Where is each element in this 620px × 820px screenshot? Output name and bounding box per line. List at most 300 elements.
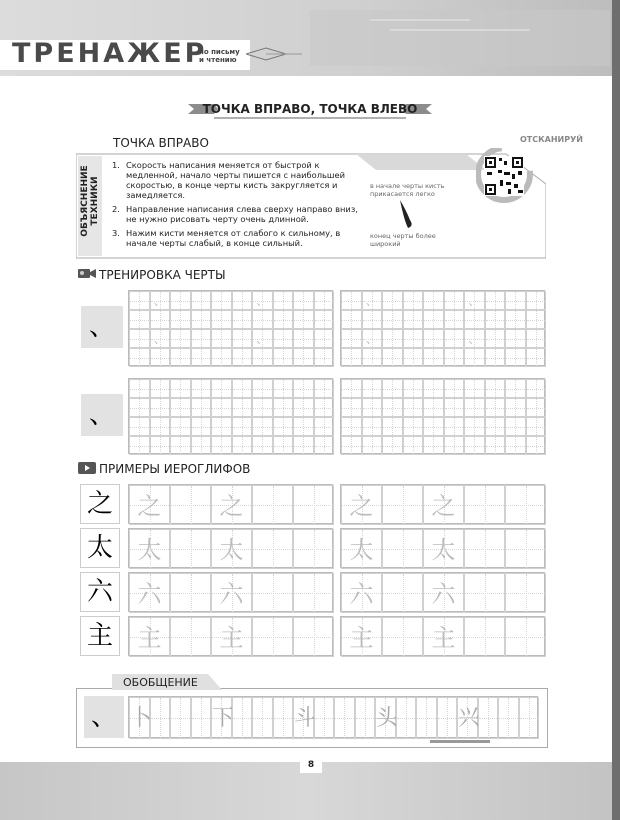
summary-lead-char: 、 (84, 696, 124, 738)
grid-guide (233, 427, 252, 428)
grid-cell (273, 697, 294, 739)
grid-cell (464, 485, 505, 525)
grid-cell (150, 417, 171, 436)
grid-cell (314, 398, 335, 417)
stroke-trace: 、 (468, 332, 481, 346)
grid-cell (403, 310, 424, 329)
grid-cell (170, 329, 191, 348)
grid-guide (397, 718, 416, 719)
grid-guide (486, 389, 505, 390)
grid-cell (485, 329, 506, 348)
grid-cell (314, 348, 335, 367)
grid-guide (151, 408, 170, 409)
grid-cell (252, 436, 273, 455)
grid-cell (464, 417, 485, 436)
grid-guide (506, 339, 525, 340)
grid-guide (417, 718, 436, 719)
grid-cell (362, 379, 383, 398)
grid-guide (506, 427, 525, 428)
grid-guide (445, 320, 464, 321)
grid-cell (403, 436, 424, 455)
grid-cell (293, 329, 314, 348)
grid-guide (342, 320, 361, 321)
grid-cell (273, 398, 294, 417)
grid-cell (129, 573, 170, 613)
grid-cell (191, 697, 212, 739)
grid-guide (315, 358, 334, 359)
grid-cell (444, 348, 465, 367)
grid-guide (383, 320, 402, 321)
grid-cell (150, 310, 171, 329)
grid-cell (293, 417, 314, 436)
grid-guide (274, 301, 293, 302)
grid-cell (444, 379, 465, 398)
grid-guide (253, 389, 272, 390)
grid-cell (232, 398, 253, 417)
summary-trace: 卜 (130, 706, 153, 731)
grid-guide (424, 358, 443, 359)
grid-guide (424, 320, 443, 321)
page-number: 8 (300, 757, 322, 773)
grid-guide (294, 505, 333, 506)
grid-guide (212, 320, 231, 321)
grid-guide (465, 505, 504, 506)
grid-cell (498, 697, 519, 739)
char-trace: 主 (137, 624, 162, 652)
grid-guide (342, 358, 361, 359)
grid-cell (252, 529, 293, 569)
char-trace: 主 (219, 624, 244, 652)
grid-cell (444, 436, 465, 455)
grid-guide (192, 389, 211, 390)
grid-guide (486, 320, 505, 321)
grid-cell (444, 291, 465, 310)
grid-guide (151, 446, 170, 447)
grid-guide (130, 358, 149, 359)
grid-guide (465, 427, 484, 428)
grid-cell (526, 291, 547, 310)
grid-cell (403, 379, 424, 398)
grid-guide (233, 389, 252, 390)
grid-guide (424, 446, 443, 447)
grid-guide (506, 446, 525, 447)
grid-guide (363, 320, 382, 321)
grid-cell (129, 529, 170, 569)
grid-guide (171, 446, 190, 447)
grid-cell (170, 617, 211, 657)
grid-cell (314, 329, 335, 348)
grid-guide (363, 408, 382, 409)
grid-guide (274, 320, 293, 321)
grid-guide (486, 339, 505, 340)
grid-cell (382, 436, 403, 455)
grid-cell (341, 436, 362, 455)
logo-subtitle (199, 48, 240, 64)
grid-cell (464, 310, 485, 329)
grid-cell (505, 379, 526, 398)
grid-guide (486, 358, 505, 359)
grid-cell (423, 436, 444, 455)
grid-guide (342, 408, 361, 409)
grid-guide (363, 427, 382, 428)
grid-guide (356, 718, 375, 719)
grid-cell (382, 398, 403, 417)
grid-cell (423, 417, 444, 436)
grid-cell (341, 379, 362, 398)
grid-guide (383, 505, 422, 506)
grid-guide (233, 408, 252, 409)
grid-cell (170, 379, 191, 398)
grid-cell (341, 310, 362, 329)
grid-cell (485, 398, 506, 417)
grid-cell (423, 348, 444, 367)
grid-cell (150, 398, 171, 417)
grid-cell (170, 348, 191, 367)
grid-cell (129, 348, 150, 367)
grid-guide (445, 301, 464, 302)
practice-grid (340, 378, 545, 454)
grid-cell (355, 697, 376, 739)
grid-cell (170, 436, 191, 455)
grid-cell (362, 329, 383, 348)
grid-cell (129, 617, 170, 657)
grid-cell (464, 348, 485, 367)
grid-cell (129, 291, 150, 310)
grid-cell (273, 417, 294, 436)
grid-guide (294, 358, 313, 359)
logo-subtitle-line2: и чтению (199, 56, 237, 64)
grid-cell (526, 436, 547, 455)
grid-cell (505, 485, 546, 525)
grid-cell (416, 697, 437, 739)
grid-cell (444, 329, 465, 348)
grid-cell (232, 379, 253, 398)
grid-cell (526, 310, 547, 329)
grid-guide (212, 358, 231, 359)
grid-cell (334, 697, 355, 739)
grid-guide (404, 301, 423, 302)
grid-guide (233, 358, 252, 359)
item-text: Скорость написания меняется от быстрой к медленной, начало черты пишется с наибольшей скоростью, в конце черты кисть закругляется и замедляется. (126, 160, 346, 200)
explanation-label-text (80, 156, 100, 246)
grid-guide (383, 637, 422, 638)
grid-cell (252, 310, 273, 329)
grid-guide (445, 408, 464, 409)
grid-cell (423, 573, 464, 613)
char-trace: 之 (219, 492, 244, 520)
grid-guide (253, 593, 292, 594)
grid-cell (362, 398, 383, 417)
grid-guide (274, 339, 293, 340)
note-stroke-start: в начале черты кисть прикасается легко (370, 182, 445, 198)
grid-guide (151, 427, 170, 428)
grid-cell (293, 348, 314, 367)
grid-cell (232, 291, 253, 310)
grid-cell (252, 291, 273, 310)
grid-cell (423, 291, 444, 310)
grid-guide (520, 718, 539, 719)
practice-grid (340, 290, 545, 366)
grid-cell (211, 697, 235, 739)
grid-guide (527, 358, 546, 359)
grid-guide (253, 427, 272, 428)
explanation-item (112, 160, 362, 200)
grid-cell (211, 379, 232, 398)
grid-cell (314, 417, 335, 436)
grid-cell (505, 617, 546, 657)
grid-cell (150, 436, 171, 455)
grid-cell (382, 291, 403, 310)
grid-cell (403, 329, 424, 348)
grid-guide (192, 718, 211, 719)
grid-guide (404, 320, 423, 321)
grid-guide (294, 339, 313, 340)
grid-guide (445, 339, 464, 340)
grid-guide (445, 358, 464, 359)
grid-cell (423, 485, 464, 525)
grid-guide (527, 389, 546, 390)
grid-guide (465, 593, 504, 594)
char-trace: 六 (431, 580, 456, 608)
grid-cell (526, 329, 547, 348)
grid-cell (252, 379, 273, 398)
grid-guide (506, 549, 545, 550)
grid-cell (211, 529, 252, 569)
grid-guide (315, 339, 334, 340)
summary-title: ОБОБЩЕНИЕ (123, 676, 198, 689)
grid-cell (232, 436, 253, 455)
char-trace: 六 (137, 580, 162, 608)
grid-cell (423, 379, 444, 398)
grid-cell (423, 617, 464, 657)
grid-guide (294, 549, 333, 550)
item-number: 1. (112, 160, 120, 170)
grid-cell (341, 291, 362, 310)
grid-cell (505, 291, 526, 310)
grid-cell (423, 529, 464, 569)
grid-cell (150, 697, 171, 739)
char-trace: 太 (137, 536, 162, 564)
grid-guide (274, 427, 293, 428)
char-trace: 主 (349, 624, 374, 652)
grid-cell (526, 348, 547, 367)
grid-guide (383, 593, 422, 594)
grid-guide (404, 358, 423, 359)
item-number: 2. (112, 204, 120, 214)
grid-cell (273, 348, 294, 367)
grid-guide (233, 301, 252, 302)
grid-guide (212, 427, 231, 428)
grid-guide (151, 718, 170, 719)
grid-cell (211, 329, 232, 348)
grid-cell (478, 697, 499, 739)
grid-guide (294, 301, 313, 302)
grid-guide (383, 358, 402, 359)
grid-guide (404, 389, 423, 390)
grid-guide (383, 339, 402, 340)
item-text: Нажим кисти меняется от слабого к сильному, в начале черты слабый, в конце сильный. (126, 228, 341, 248)
section-title-examples: ПРИМЕРЫ ИЕРОГЛИФОВ (99, 462, 251, 476)
char-trace: 六 (349, 580, 374, 608)
grid-cell (485, 436, 506, 455)
example-grid (128, 616, 333, 656)
grid-guide (363, 446, 382, 447)
video-play-icon (78, 462, 96, 474)
summary-trace: 兴 (458, 706, 481, 731)
stroke-trace: 、 (365, 294, 378, 308)
grid-guide (294, 593, 333, 594)
grid-cell (232, 697, 253, 739)
grid-cell (314, 379, 335, 398)
grid-cell (129, 398, 150, 417)
note-stroke-end: конец черты более широкий (370, 232, 436, 248)
grid-guide (192, 446, 211, 447)
grid-guide (274, 358, 293, 359)
grid-guide (294, 389, 313, 390)
grid-cell (464, 379, 485, 398)
grid-cell (382, 617, 423, 657)
grid-cell (273, 379, 294, 398)
grid-guide (130, 408, 149, 409)
grid-cell (232, 348, 253, 367)
grid-guide (130, 339, 149, 340)
example-grid (340, 528, 545, 568)
grid-cell (170, 310, 191, 329)
logo-title: ТРЕНАЖЕР (12, 38, 208, 69)
grid-guide (253, 549, 292, 550)
grid-cell (314, 310, 335, 329)
grid-cell (191, 291, 212, 310)
grid-guide (438, 718, 457, 719)
grid-cell (444, 398, 465, 417)
grid-cell (129, 436, 150, 455)
grid-cell (293, 529, 334, 569)
grid-cell (485, 291, 506, 310)
grid-guide (527, 320, 546, 321)
summary-trace: 下 (212, 706, 235, 731)
grid-cell (362, 436, 383, 455)
grid-cell (191, 310, 212, 329)
char-trace: 太 (219, 536, 244, 564)
grid-guide (171, 320, 190, 321)
grid-guide (192, 339, 211, 340)
page-edge-shadow (612, 0, 620, 820)
grid-cell (464, 329, 485, 348)
grid-cell (382, 485, 423, 525)
grid-cell (403, 348, 424, 367)
grid-cell (314, 697, 335, 739)
grid-guide (527, 446, 546, 447)
char-trace: 太 (349, 536, 374, 564)
grid-cell (341, 573, 382, 613)
grid-cell (382, 348, 403, 367)
grid-guide (294, 408, 313, 409)
grid-cell (505, 310, 526, 329)
grid-cell (505, 436, 526, 455)
grid-guide (171, 718, 190, 719)
grid-guide (342, 301, 361, 302)
grid-cell (382, 417, 403, 436)
grid-cell (464, 398, 485, 417)
grid-guide (274, 718, 293, 719)
grid-cell (464, 573, 505, 613)
stroke-trace: 、 (256, 294, 269, 308)
grid-cell (252, 485, 293, 525)
grid-guide (499, 718, 518, 719)
grid-cell (341, 398, 362, 417)
example-grid (128, 572, 333, 612)
grid-guide (486, 408, 505, 409)
example-char: 之 (80, 484, 120, 524)
grid-guide (445, 446, 464, 447)
grid-guide (130, 301, 149, 302)
example-grid (128, 484, 333, 524)
grid-guide (315, 718, 334, 719)
grid-cell (129, 329, 150, 348)
grid-guide (424, 389, 443, 390)
grid-cell (341, 348, 362, 367)
grid-cell (423, 398, 444, 417)
grid-cell (464, 617, 505, 657)
explanation-list (112, 160, 362, 252)
grid-guide (383, 408, 402, 409)
stroke-sample: 、 (81, 394, 123, 436)
grid-guide (294, 637, 333, 638)
char-trace: 太 (431, 536, 456, 564)
grid-cell (273, 329, 294, 348)
grid-guide (404, 339, 423, 340)
grid-guide (192, 358, 211, 359)
grid-guide (253, 505, 292, 506)
grid-cell (191, 379, 212, 398)
grid-cell (382, 529, 423, 569)
grid-cell (150, 329, 171, 348)
grid-cell (211, 573, 252, 613)
grid-guide (253, 718, 272, 719)
summary-trace: 斗 (294, 706, 317, 731)
qr-code-icon[interactable] (484, 156, 524, 196)
grid-guide (212, 408, 231, 409)
summary-trace: 头 (376, 706, 399, 731)
grid-cell (293, 617, 334, 657)
grid-guide (342, 389, 361, 390)
grid-guide (486, 301, 505, 302)
grid-cell (191, 398, 212, 417)
grid-cell (423, 310, 444, 329)
grid-guide (363, 358, 382, 359)
grid-guide (171, 505, 210, 506)
grid-guide (171, 549, 210, 550)
grid-cell (232, 329, 253, 348)
grid-cell (382, 310, 403, 329)
grid-cell (252, 329, 273, 348)
grid-cell (170, 573, 211, 613)
grid-guide (151, 358, 170, 359)
grid-guide (130, 446, 149, 447)
grid-guide (506, 389, 525, 390)
grid-guide (424, 427, 443, 428)
grid-cell (485, 310, 506, 329)
summary-accent-line (430, 740, 490, 743)
grid-cell (252, 697, 273, 739)
grid-cell (526, 417, 547, 436)
grid-guide (315, 389, 334, 390)
example-char: 主 (80, 616, 120, 656)
grid-cell (375, 697, 399, 739)
section-title-practice: ТРЕНИРОВКА ЧЕРТЫ (99, 268, 226, 282)
grid-cell (382, 329, 403, 348)
grid-cell (232, 417, 253, 436)
